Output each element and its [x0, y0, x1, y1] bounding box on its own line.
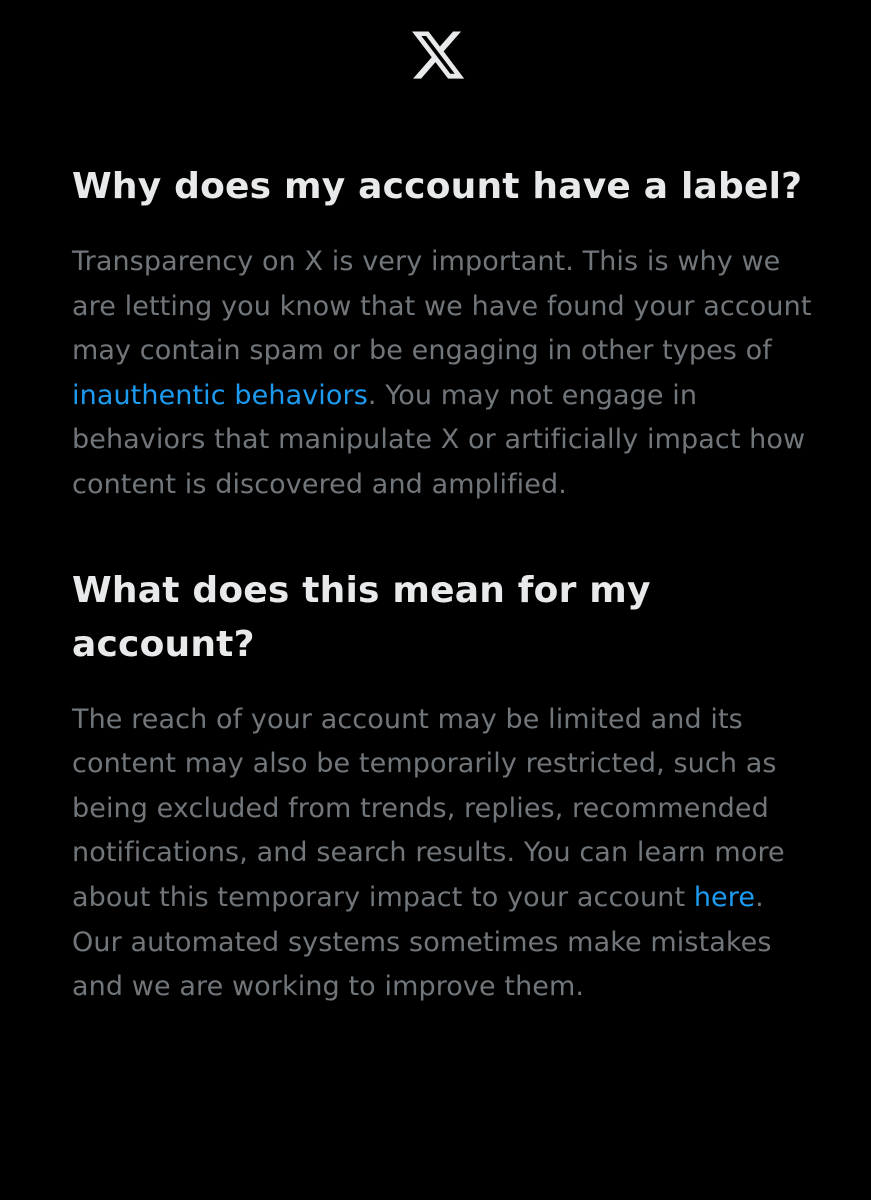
body-text: . Our automated systems sometimes make mistakes and we are working to improve them.	[72, 881, 772, 1003]
x-logo-icon	[409, 26, 467, 84]
body-text: Transparency on X is very important. This is why we are letting you know that we have found your account may contain spam or be engaging in other types of	[72, 246, 812, 367]
body-text: . You may not engage in behaviors that manipulate X or artificially impact how content is discovered and amplified.	[72, 379, 806, 500]
section-body-why-label	[72, 240, 812, 508]
content-area	[72, 160, 812, 1010]
body-text: The reach of your account may be limited and its content may also be temporarily restricted, such as being excluded from trends, replies, recommended notifications, and search results. You can learn more about this temporary impact to your account	[72, 703, 785, 913]
section-body-what-it-means	[72, 698, 812, 1010]
section-heading-what-it-means: What does this mean for my account?	[72, 569, 651, 665]
inauthentic-behaviors-link[interactable]: inauthentic behaviors	[72, 379, 368, 411]
learn-more-here-link[interactable]: here	[693, 881, 756, 913]
section-heading-why-label: Why does my account have a label?	[72, 166, 803, 207]
